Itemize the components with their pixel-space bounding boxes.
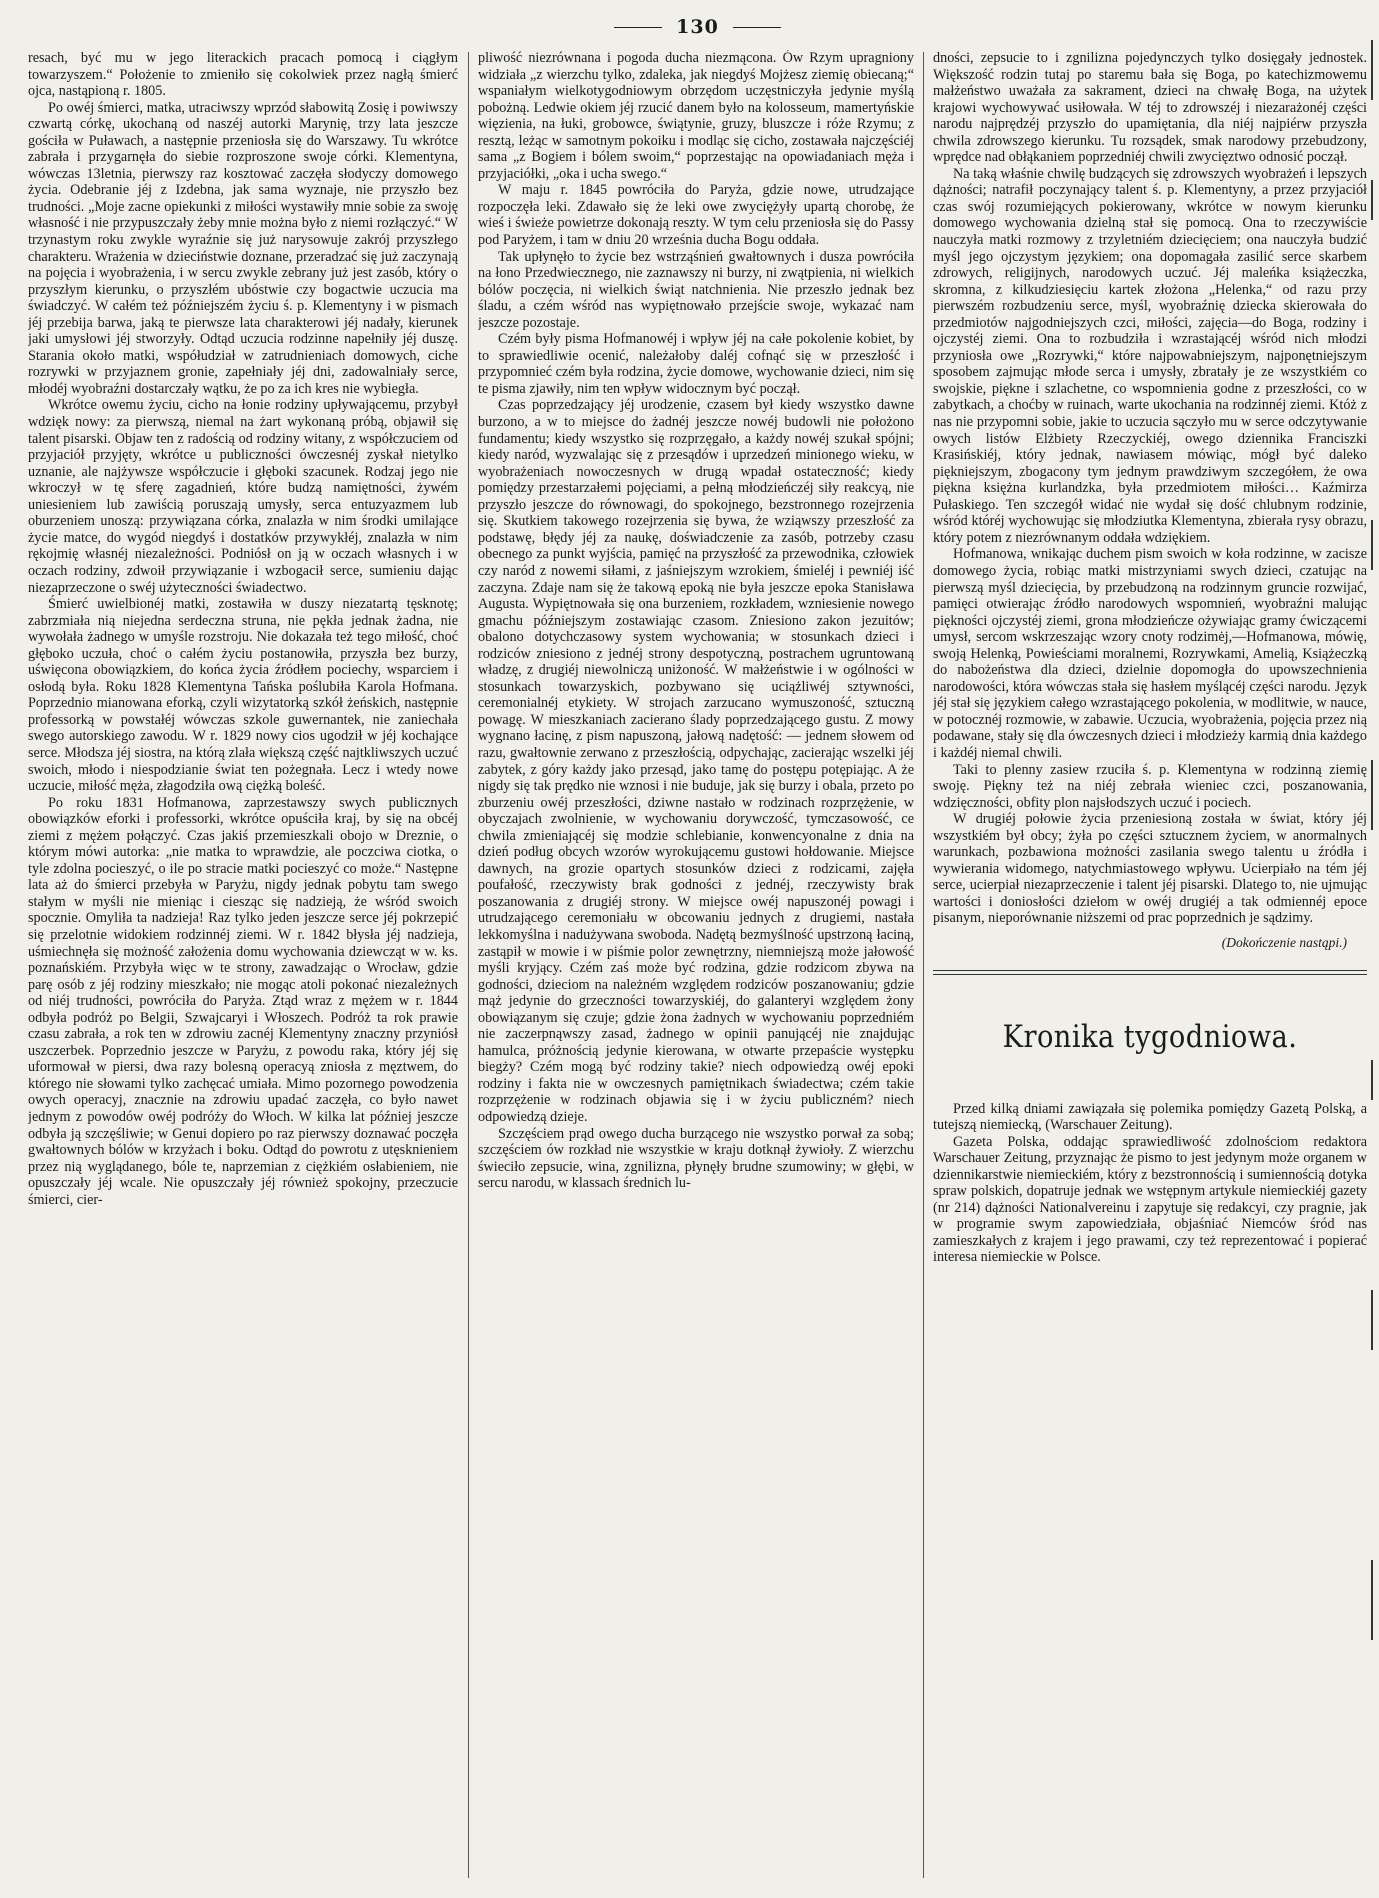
text-columns: [28, 50, 1367, 1880]
column-divider: [468, 52, 469, 1878]
section-separator: [933, 970, 1367, 971]
paragraph: Tak upłynęło to życie bez wstrząśnień gwałtownych i dusza powróciła na łono Przedwiecznego, nie zaznawszy ni burzy, ni zwątpienia, ni wielkich bólów poczęcia, ni wielkich świąt natchnienia. Nie przeszło jednak bez śladu, a czém wśród nas wypiętnowało przejście swoje, wykazać nam jeszcze pozostaje.: [478, 248, 914, 331]
paragraph: Gazeta Polska, oddając sprawiedliwość zdolnościom redaktora Warschauer Zeitung, przyznając że pismo to jest jedynym może organem w dziennikarstwie niemieckiém, który z bezstronnością i sumiennością dotyka spraw polskich, dopatruje jednak we wstępnym artykule niemieckiéj gazety (nr 214) dążności Nationalvereinu i zapytuje się redakcyi, czy pragnie, jak w programie swym zapowiedziała, objaśniać Niemców śród nas zamieszkałych z krajem i jego prawami, czy też reprezentować i popierać interesa niemieckie w Polsce.: [933, 1133, 1367, 1266]
paragraph: Taki to plenny zasiew rzuciła ś. p. Klementyna w rodzinną ziemię swoję. Piękny też na niéj zebrała wieniec czci, poszanowania, wdzięczności, obfity plon najsłodszych uczuć i pociech.: [933, 761, 1367, 811]
paragraph: Na taką właśnie chwilę budzących się zdrowszych wyobrażeń i lepszych dążności; natrafił poczynający talent ś. p. Klementyny, a przez przyjaciół czas swój rozumiejących pokierowany, wkrótce w nowym kierunku domowego wychowania dzielną stał się pomocą. Ona to rzeczywiście nauczyła matki rozmowy z trzyletniém dziecięciem; ona nauczyła budzić myśl jego ojczystym językiem; ona dopomagała zasilić serce skarbem zdrowych, religijnych, narodowych uczuć. Jéj maleńka książeczka, skromna, z kilkudziesięciu kartek złożona „Helenka,“ od razu przy pierwszém rozbudzeniu serce, myśl, wyobraźnię dziecka skierowała do przedmiotów najgodniejszych czci, miłości, zajęcia—do Boga, rodziny i ojczystéj ziemi. Ona to rozbudziła i wzrastającéj wśród nich młodzi przyniosła owe „Rozrywki,“ które najpowabniejszym, najponętniejszym sposobem zajmując młode serca i umysły, zbratały je ze wszystkiém co swojskie, piękne i szlachetne, co wspomnienia godne z przeszłości, co w zabytkach, a choćby w ruinach, warte ukochania na rodzinnéj ziemi. Któż z nas nie przypomni sobie, jakie to uczucia sączyło mu w serce odczytywanie owych listów Elżbiety Rzeczyckiéj, owego dziennika Franciszki Krasińskiéj, który jednak, nawiasem mówiąc, mógł być daleko piękniejszym, zbogacony tym jednym prawdziwym szczegółem, że owa piękna księżna kurlandzka, była przedmiotem miłości… Kaźmirza Pułaskiego. Ten szczegół widać nie wydał się dość chlubnym rodzinie, wśród któréj wychowując się młodziutka Klementyna, zbierała rysy obrazu, który potem z niezrównanym oddała wdziękiem.: [933, 165, 1367, 546]
page-header: [28, 14, 1367, 40]
paragraph: Po roku 1831 Hofmanowa, zaprzestawszy swych publicznych obowiązków eforki i professorki, wkrótce opuściła kraj, by się na obcéj ziemi z mężem połączyć. Czas jakiś przemieszkali obojo w Dreznie, o którym mówi autorka: „nie matka to wprawdzie, ale poczciwa ciotka, o tyle zdolna pocieszyć, o ile po stracie matki pocieszyć co może.“ Następne lata aż do śmierci przebyła w Paryżu, nigdy jednak pobytu tam swego stałym w myśli nie mieniąc i ciesząc się nadzieją, że wśród swoich spocznie. Omyliła ta nadzieja! Raz tylko jeden jeszcze serce jéj pokrzepić się przelotnie widokiem rodzinnéj ziemi. W r. 1842 błysła jéj nadzieja, uśmiechnęła się możność założenia domu wychowania dziewcząt w w. ks. poznańskiém. Przybyła więc w te strony, zawadzając o Wrocław, gdzie parę osób z jéj rodziny mieszkało; nie mogąc atoli pokonać niezależnych od niéj trudności, powróciła do Paryża. Ztąd wraz z mężem w r. 1844 odbyła podróż po Belgii, Szwajcaryi i Włoszech. Podróż ta rok prawie czasu zabrała, a rok ten w zdrowiu zacnéj Klementyny znaczny przyniósł uszczerbek. Poprzednio jeszcze w Paryżu, z powodu raka, który jéj się uformował w piersi, dwa razy bolesną operacyą zniosła z męztwem, do którego nie słowami tylko zachęcać umiała. Mimo pozornego powodzenia owych operacyj, znacznie na zdrowiu upadać zaczęła, co było nawet jednym z powodów owéj podróży do Włoch. W kilka lat później jeszcze odbyła ją szczęśliwie; w Genui dopiero po raz pierwszy doznawać poczęła gwałtownych bólów w krzyżach i boku. Odtąd do powrotu z utęsknieniem przez nią wyglądanego, bóle te, naprzemian z ciężkiém osłabieniem, nie opuszczały jéj wcale. Nie opuszczały jéj również spokojny, przeczucie śmierci, cier-: [28, 794, 458, 1208]
continuation-note: (Dokończenie nastąpi.): [1221, 934, 1347, 950]
header-rule-right: [733, 27, 781, 28]
paragraph: resach, być mu w jego literackich pracach pomocą i ciągłym towarzyszem.“ Położenie to zmieniło się cokolwiek przez nagłą śmierć ojca, nastąpioną r. 1805.: [28, 50, 458, 100]
paragraph: pliwość niezrównana i pogoda ducha niezmącona. Ów Rzym upragniony widziała „z wierzchu tylko, zdaleka, jak niegdyś Mojżesz ziemię obiecaną;“ wspaniałym wielkotygodniowym obrzędom uczęstniczyła jedynie myślą pobożną. Ledwie okiem jéj rzucić danem było na kolosseum, mamertyńskie więzienia, na łuki, grobowce, świątynie, gruzy, bluszcze i róże Rzymu; z resztą, leżąc w samotnym pokoiku i modląc się cicho, zostawała najczęściéj sama „z Bogiem i bólem swoim,“ poprzestając na opowiadaniach męża i przyjaciółki, „oka i ucha swego.“: [478, 50, 914, 182]
section-title: Kronika tygodniowa.: [1002, 1018, 1298, 1055]
paragraph: W maju r. 1845 powróciła do Paryża, gdzie nowe, utrudzające rozpoczęła leki. Zdawało się że leki owe zwyciężyły upartą chorobę, że wieś i świeże powietrze dokonają reszty. W tym celu przeniosła się do Passy pod Paryżem, i tam w dniu 20 września ducha Bogu oddała.: [478, 182, 914, 249]
column-divider: [923, 52, 924, 1878]
paragraph: Hofmanowa, wnikając duchem pism swoich w koła rodzinne, w zacisze domowego życia, robiąc matki mistrzyniami swych dzieci, czatując na pierwszą myśl dziecięcia, by przebudzoną na rodzinnym gruncie rozwijać, pamięci otwierając źródło narodowych wspomnień, wyobraźni malując piękności ojczystéj ziemi, grona młodzieńcze ożywiając gramy ćwiczącemi umysł, sercom wskrzeszając wzory cnoty rodzimėj,—Hofmanowa, mówię, swoją Helenką, Powieściami moralnemi, Rozrywkami, Amelią, Książeczką do nabożeństwa dla dzieci, dzielnie dopomogła do upowszechnienia narodowości, która wówczas stała się hasłem myślącéj części narodu. Język jéj stał się językiem całego wzrastającego pokolenia, w modlitwie, w nauce, w potocznéj rozmowie, w zabawie. Uczucia, wyobrażenia, pojęcia przez nią podawane, stały się dla ówczesnych dzieci i młodzieży karmią dnia każdego i każdéj niemal chwili.: [933, 546, 1367, 761]
scan-edge-marks: [1363, 0, 1373, 1898]
paragraph: Wkrótce owemu życiu, cicho na łonie rodziny upływającemu, przybył wdzięk nowy: za pierwszą, niemal na żart wykonaną próbą, objawił się talent pisarski. Objaw ten z radością od rodziny witany, z współczuciem od przyjaciół przyjęty, wkrótce u publiczności ówczesnéj zyskał nietylko uznanie, ale najżywsze współczucie i głęboki szacunek. Rodzaj jego nie wkroczył w tę sferę zagadnień, które budzą namiętności, żywém uniesieniem lub zawiścią poruszają umysły, serca entuzyazmem lub oburzeniem unoszą: przywiązana córka, znalazła w nim środki umilające życie matce, do wygód niegdyś i dostatków przywykłéj, znalazła w nim rękojmię własnéj niezależności. Podniósł on ją w oczach własnych i w oczach rodziny, zdwoił przywiązanie i wzbogacił serce, sumieniu dając niezaprzeczone o swéj użyteczności świadectwo.: [28, 397, 458, 596]
column-2: [478, 50, 914, 1880]
paragraph: Czém były pisma Hofmanowéj i wpływ jéj na całe pokolenie kobiet, by to sprawiedliwie ocenić, należałoby daléj cofnąć się w przeszłość i przypomnieć czém była rodzina, życie domowe, wychowanie dzieci, nim się te pisma zjawiły, nim ten wpływ widocznym być począł.: [478, 331, 914, 397]
column-1: [28, 50, 458, 1880]
paragraph: Przed kilką dniami zawiązała się polemika pomiędzy Gazetą Polską, a tutejszą niemiecką, (Warschauer Zeitung).: [933, 1100, 1367, 1134]
paragraph: Szczęściem prąd owego ducha burzącego nie wszystko porwał za sobą; szczęściem ów rozkład nie wszystkie w kraju dotknął żywioły. Z wierzchu świeciło zepsucie, wina, zgnilizna, płynęły brudne szumowiny; w głębi, w sercu narodu, w klassach średnich lu-: [478, 1125, 914, 1192]
paragraph: Czas poprzedzający jéj urodzenie, czasem był kiedy wszystko dawne burzono, a w to miejsce do żadnéj jeszcze nowéj budowli nie położono fundamentu; kiedy wszystko się rozprzęgało, a każdy nowéj szukał spójni; kiedy naród, wyzwalając się z przesądów i uprzedzeń minionego wieku, w wyobrażeniach nowoczesnych w drugą wpadał ostateczność; kiedy pomiędzy przestarzałemi pojęciami, a pełną młodzieńczéj siły reakcyą, nie przyszło jeszcze do równowagi, do spokojnego, bezstronnego rozejrzenia się. Skutkiem takowego rozejrzenia się bywa, że wziąwszy przeszłość za podstawę, błędy jéj za naukę, doświadczenie za zasób, potrzeby czasu obecnego za punkt wyjścia, pamięć na przyszłość za przewodnika, człowiek czy naród z nowemi siłami, z jaśniejszym wzrokiem, śmieléj i pewniéj iść zaczyna. Zdaje nam się że takową epoką nie była jeszcze epoka Stanisława Augusta. Wypiętnowała się ona burzeniem, rozkładem, wzniesienie nowego gmachu późniejszym zostawiając czasom. Zniesiono zakon jezuitów; obalono dotychczasowy system wychowania; w stosunkach dzieci i rodziców zniesiono z jednéj strony despotyczną, postrachem ugruntowaną władzę, z drugiéj niewolniczą uniżoność. W małżeństwie i w ogólności w stosunkach towarzyskich, pozbywano się uciążliwéj sztywności, ceremonialnéj etykiety. W strojach zarzucano wymuszoność, sztuczną powagę. W mieszkaniach zacierano ślady poprzedzającego gustu. Z mowy wygnano łacinę, z pism napuszoną, jałową nadętość: — jednem słowem od razu, gwałtownie zerwano z przeszłością, odpychając, zacierając wszelki jéj zabytek, z góry każdy jako przesąd, jako tamę do postępu potępiając. A że nigdy się tak prędko nie wznosi i nie buduje, jak się burzy i obala, przeto po zburzeniu owéj przeszłości, dziwne nastało w rodzinach rozprzężenie, w obyczajach zwolnienie, w wychowaniu dorywczość, tymczasowość, ce chwila zmieniającéj się modzie schlebianie, konwencyonalne z dnia na dzień podług obcych wzorów wyrokującemu gustowi hołdowanie. Miejsce dawnych, na grozie opartych stosunków dzieci z rodzicami, zajęła poufałość, rzeczywisty brak godności z jednéj, rzeczywisty brak poszanowania z drugiéj strony. W miejsce owéj napuszonéj powagi i utrudzającego ceremoniału w obcowaniu jednych z drugiemi, nastała lekkomyślna i nadużywana swoboda. Nadętą bezmyślność upstrzoną łaciną, zastąpił w mowie i w piśmie polor zewnętrzny, niemniejszą może jałowość myśli kryjący. Czém zaś może być rodzina, gdzie rodzicom zbywa na godności, dzieciom na należném względem rodziców poszanowaniu; gdzie mąż jedynie do grzeczności towarzyskiéj, do galanteryi względem żony obowiązanym się czuje; gdzie żona żadnych w wychowaniu poprzedniém nie zaczerpnąwszy zasad, żadnego w opinii panującéj nie znajdując hamulca, próżnością jedynie kierowana, w otwarte przepaście występku biegży? Czém mogą być rodziny takie? niech odpowiedzą owéj epoki rodziny i fakta nie w owczesnych pamiętnikach świadectwa; czém takie rozprzężenie w rodzinach objawia się i w życiu publiczném? niech odpowiedzą dzieje.: [478, 397, 914, 1125]
section-separator-thin: [933, 974, 1367, 975]
header-rule-left: [614, 27, 662, 28]
paragraph: Po owéj śmierci, matka, utraciwszy wprzód słabowitą Zosię i powiwszy czwartą córkę, ukochaną od naszéj autorki Marynię, trzy lata jeszcze gościła w Puławach, a następnie przeniosła się do Warszawy. Tu wkrótce zabrała i przygarnęła do siebie rozproszone swoje córki. Klementyna, wówczas 13letnia, pierwszy raz kosztować zaczęła słodyczy domowego życia. Odebranie jéj z Izdebna, jak sama wyznaje, nie przyszło bez trudności. „Moje zacne opiekunki z miłości wystawiły mnie sobie za swoję własność i nie przypuszczały żeby mnie można było z niemi rozłączyć.“ W trzynastym roku zwykle wyraźnie się już narysowuje zakrój przyszłego charakteru. Wrażenia w dzieciństwie doznane, przeradzać się już zaczynają na pojęcia i wyobrażenia, i w sercu zwykle zebrany już jest zasób, który o przyszłym kierunku, o przyszłém ubóstwie czy bogactwie uczucia ma świadczyć. W całém też późniejszém życiu ś. p. Klementyny i w pismach jéj przebija barwa, jaką te pierwsze lata charakterowi jéj nadały, kierunek jaki umysłowi jéj stworzyły. Odtąd uczucia rodzinne napełniły jéj duszę. Starania około matki, współudział w zatrudnieniach domowych, ciche rozrywki w przyjaznem gronie, zapełniały jéj dni, zadowalniały serce, młodéj wyobraźni dostarczały wątku, że po za ich kres nie wybiegła.: [28, 99, 458, 397]
paragraph: dności, zepsucie to i zgnilizna pojedynczych tylko dosięgały jednostek. Większość rodzin tutaj po staremu bała się Boga, po katechizmowemu małżeństwo uważała za sakrament, dzieci na chwałę Boga, na użytek krajowi wychowywać usiłowała. W téj to zdrowszéj i niezarażonéj części narodu najprędzéj przyszło do upamiętania, dla niéj najpiérw przyszła chwila zdrowszego kierunku. Tu rozsądek, smak narodowy przebudzony, wprędce nad obłąkaniem poprzedniéj chwili zwycięztwo odnosić począł.: [933, 50, 1367, 166]
paragraph: Śmierć uwielbionéj matki, zostawiła w duszy niezatartą tęsknotę; zabrzmiała nią niejedna serdeczna struna, nie pękła jednak żadna, nie wywołała żadnego w umyśle rozstroju. Nie dokazała też tego miłość, choć głęboko uczuła, choć o całém życiu postanowiła, przyszła bez burzy, uświęcona obowiązkiem, do końca życia źródłem pociechy, wsparciem i osłodą była. Roku 1828 Klementyna Tańska poślubiła Karola Hofmana. Poprzednio mianowana eforką, czyli wizytatorką szkół żeńskich, następnie professorką w powstałéj wówczas szkole guwernantek, nie zaniechała swego autorskiego zawodu. W r. 1829 nowy cios ugodził w jéj kochające serce. Młodsza jéj siostra, na którą zlała większą część najtkliwszych uczuć swoich, młodo i niespodzianie świat ten pożegnała. Lecz i wtedy nowe uczucie, miłość męża, złagodziła ową ciężką boleść.: [28, 596, 458, 795]
newspaper-page: [28, 0, 1367, 1898]
page-number: 130: [676, 16, 719, 38]
column-3: [933, 50, 1367, 1880]
paragraph: W drugiéj połowie życia przeniesioną została w świat, który jéj wszystkiém był obcy; żyła po części sztucznem życiem, w anormalnych warunkach, pozbawiona możności zasilania swego talentu u źródła i wywierania widomego, natychmiastowego wpływu. Ucierpiało na tém jéj serce, ucierpiał niezaprzeczenie i talent jéj pisarski. Dlatego to, nie ujmując wartości i doniosłości dziełom w owéj drugiéj a tak odmiennéj epoce pisanym, nieporównanie niższemi od prac poprzednich je sądzimy.: [933, 811, 1367, 927]
